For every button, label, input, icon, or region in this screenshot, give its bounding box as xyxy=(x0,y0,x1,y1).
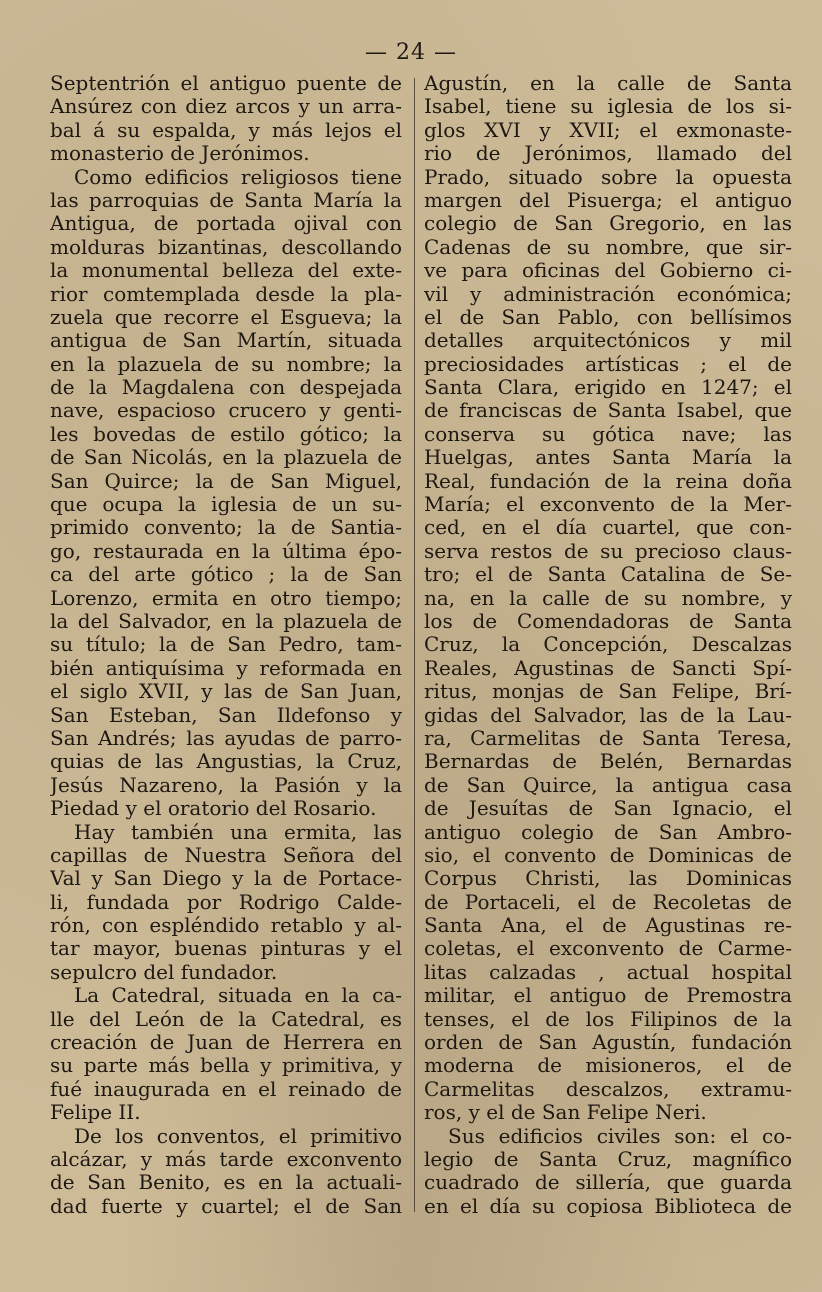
text-line: detalles arquitectónicos y mil xyxy=(424,329,792,353)
text-line: de Jesuítas de San Ignacio, el xyxy=(424,797,792,821)
text-line: Val y San Diego y la de Portace- xyxy=(50,867,402,891)
text-line: monasterio de Jerónimos. xyxy=(50,142,310,166)
text-line: ve para oficinas del Gobierno ci- xyxy=(424,259,792,283)
page-number: — 24 — xyxy=(365,40,457,65)
text-line: Antigua, de portada ojival con xyxy=(50,212,402,236)
text-line: serva restos de su precioso claus- xyxy=(424,539,792,563)
text-line: De los conventos, el primitivo xyxy=(74,1124,402,1148)
text-line: Huelgas, antes Santa María la xyxy=(424,446,792,470)
text-line: tro; el de Santa Catalina de Se- xyxy=(424,563,792,587)
text-line: preciosidades artísticas ; el de xyxy=(424,352,792,376)
text-line: alcázar, y más tarde exconvento xyxy=(50,1147,402,1171)
text-line: Sus edificios civiles son: el co- xyxy=(448,1124,792,1148)
text-line: el de San Pablo, con bellísimos xyxy=(424,305,792,329)
text-line: Septentrión el antiguo puente de xyxy=(50,72,402,95)
text-line: li, fundada por Rodrigo Calde- xyxy=(50,890,402,914)
text-line: los de Comendadoras de Santa xyxy=(424,609,792,633)
text-line: Isabel, tiene su iglesia de los si- xyxy=(424,95,792,119)
text-line: dad fuerte y cuartel; el de San xyxy=(50,1194,402,1218)
text-line: militar, el antiguo de Premostra xyxy=(424,984,792,1008)
text-line: ros, y el de San Felipe Neri. xyxy=(424,1101,707,1125)
text-line: que ocupa la iglesia de un su- xyxy=(50,493,402,517)
text-line: Santa Clara, erigido en 1247; el xyxy=(424,376,792,400)
text-line: La Catedral, situada en la ca- xyxy=(74,984,402,1008)
text-line: na, en la calle de su nombre, y xyxy=(424,586,792,610)
left-text-column xyxy=(50,72,402,1218)
text-line: creación de Juan de Herrera en xyxy=(50,1031,402,1055)
text-line: en la plazuela de su nombre; la xyxy=(50,352,402,376)
text-line: primido convento; la de Santia- xyxy=(50,516,402,540)
text-line: glos XVI y XVII; el exmonaste- xyxy=(424,118,792,142)
text-line: ca del arte gótico ; la de San xyxy=(50,563,402,587)
text-line: gidas del Salvador, las de la Lau- xyxy=(424,703,792,727)
text-line: antigua de San Martín, situada xyxy=(50,329,402,353)
text-line: rio de Jerónimos, llamado del xyxy=(424,142,792,166)
column-divider xyxy=(414,78,415,1212)
text-line: molduras bizantinas, descollando xyxy=(50,235,402,259)
text-line: Ansúrez con diez arcos y un arra- xyxy=(50,95,402,119)
text-line: Lorenzo, ermita en otro tiempo; xyxy=(50,586,402,610)
text-line: de franciscas de Santa Isabel, que xyxy=(424,399,792,423)
text-line: Prado, situado sobre la opuesta xyxy=(424,165,792,189)
text-line: su título; la de San Pedro, tam- xyxy=(50,633,402,657)
text-line: las parroquias de Santa María la xyxy=(50,188,402,212)
text-line: ra, Carmelitas de Santa Teresa, xyxy=(424,726,792,750)
text-line: antiguo colegio de San Ambro- xyxy=(424,820,792,844)
text-line: orden de San Agustín, fundación xyxy=(424,1031,792,1055)
right-text-column xyxy=(424,72,792,1218)
text-line: litas calzadas , actual hospital xyxy=(424,960,792,984)
text-line: Jesús Nazareno, la Pasión y la xyxy=(50,773,402,797)
text-line: San Esteban, San Ildefonso y xyxy=(50,703,402,727)
text-line: bién antiquísima y reformada en xyxy=(50,656,402,680)
text-line: go, restaurada en la última épo- xyxy=(50,539,402,563)
text-line: Como edificios religiosos tiene xyxy=(74,165,402,189)
text-line: capillas de Nuestra Señora del xyxy=(50,843,402,867)
text-line: Cadenas de su nombre, que sir- xyxy=(424,235,792,259)
text-line: rón, con espléndido retablo y al- xyxy=(50,914,402,938)
text-line: cuadrado de sillería, que guarda xyxy=(424,1171,792,1195)
text-line: el siglo XVII, y las de San Juan, xyxy=(50,680,402,704)
text-line: de San Benito, es en la actuali- xyxy=(50,1171,402,1195)
text-line: María; el exconvento de la Mer- xyxy=(424,493,792,517)
text-line: San Andrés; las ayudas de parro- xyxy=(50,726,402,750)
text-line: Cruz, la Concepción, Descalzas xyxy=(424,633,792,657)
text-line: Santa Ana, el de Agustinas re- xyxy=(424,914,792,938)
text-line: coletas, el exconvento de Carme- xyxy=(424,937,792,961)
text-line: Agustín, en la calle de Santa xyxy=(424,72,792,95)
text-line: Felipe II. xyxy=(50,1101,141,1125)
text-line: su parte más bella y primitiva, y xyxy=(50,1054,402,1078)
text-line: quias de las Angustias, la Cruz, xyxy=(50,750,402,774)
text-line: rior comtemplada desde la pla- xyxy=(50,282,402,306)
text-line: de Portaceli, el de Recoletas de xyxy=(424,890,792,914)
text-line: tenses, el de los Filipinos de la xyxy=(424,1007,792,1031)
text-line: nave, espacioso crucero y genti- xyxy=(50,399,402,423)
text-line: de San Quirce, la antigua casa xyxy=(424,773,792,797)
text-line: bal á su espalda, y más lejos el xyxy=(50,118,402,142)
text-line: de San Nicolás, en la plazuela de xyxy=(50,446,402,470)
text-line: en el día su copiosa Biblioteca de xyxy=(424,1194,792,1218)
text-line: Corpus Christi, las Dominicas xyxy=(424,867,792,891)
text-line: les bovedas de estilo gótico; la xyxy=(50,422,402,446)
text-line: sepulcro del fundador. xyxy=(50,960,278,984)
text-line: zuela que recorre el Esgueva; la xyxy=(50,305,402,329)
text-line: margen del Pisuerga; el antiguo xyxy=(424,188,792,212)
text-line: la del Salvador, en la plazuela de xyxy=(50,609,402,633)
text-line: fué inaugurada en el reinado de xyxy=(50,1077,402,1101)
text-line: moderna de misioneros, el de xyxy=(424,1054,792,1078)
text-line: ced, en el día cuartel, que con- xyxy=(424,516,792,540)
text-line: Hay también una ermita, las xyxy=(74,820,402,844)
text-line: vil y administración económica; xyxy=(424,282,792,306)
text-line: Real, fundación de la reina doña xyxy=(424,469,792,493)
text-line: legio de Santa Cruz, magnífico xyxy=(424,1147,792,1171)
text-line: Reales, Agustinas de Sancti Spí- xyxy=(424,656,792,680)
text-line: tar mayor, buenas pinturas y el xyxy=(50,937,402,961)
text-line: San Quirce; la de San Miguel, xyxy=(50,469,402,493)
text-line: ritus, monjas de San Felipe, Brí- xyxy=(424,680,792,704)
text-line: Carmelitas descalzos, extramu- xyxy=(424,1077,792,1101)
text-line: de la Magdalena con despejada xyxy=(50,376,402,400)
text-line: conserva su gótica nave; las xyxy=(424,422,792,446)
text-line: Bernardas de Belén, Bernardas xyxy=(424,750,792,774)
text-line: la monumental belleza del exte- xyxy=(50,259,402,283)
text-line: Piedad y el oratorio del Rosario. xyxy=(50,797,377,821)
text-line: colegio de San Gregorio, en las xyxy=(424,212,792,236)
text-line: lle del León de la Catedral, es xyxy=(50,1007,402,1031)
text-line: sio, el convento de Dominicas de xyxy=(424,843,792,867)
